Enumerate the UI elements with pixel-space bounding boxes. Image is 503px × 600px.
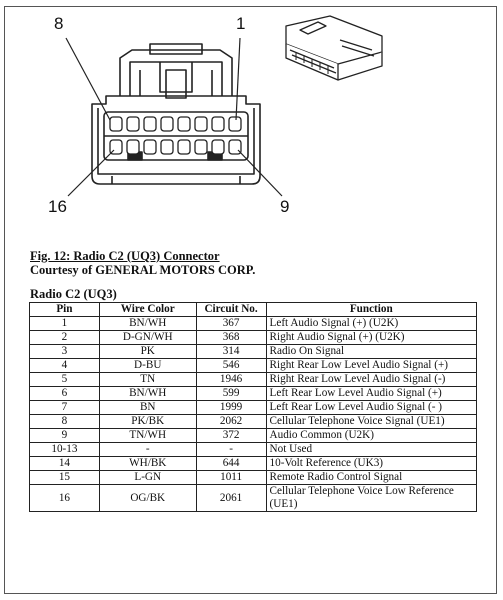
- cell-wire-color: PK/BK: [99, 415, 196, 429]
- table-row: [30, 485, 477, 512]
- cell-pin: 8: [30, 415, 100, 429]
- header-function: Function: [266, 303, 476, 317]
- cell-circuit-no: 2062: [196, 415, 266, 429]
- cell-wire-color: L-GN: [99, 471, 196, 485]
- table-row: [30, 387, 477, 401]
- cell-function: Left Rear Low Level Audio Signal (- ): [266, 401, 476, 415]
- cell-wire-color: D-GN/WH: [99, 331, 196, 345]
- cell-wire-color: BN/WH: [99, 317, 196, 331]
- cell-function: Not Used: [266, 443, 476, 457]
- table-row: [30, 471, 477, 485]
- cell-function: Audio Common (U2K): [266, 429, 476, 443]
- cell-wire-color: TN: [99, 373, 196, 387]
- cell-circuit-no: 314: [196, 345, 266, 359]
- header-pin: Pin: [30, 303, 100, 317]
- cell-wire-color: BN/WH: [99, 387, 196, 401]
- figure-courtesy: Courtesy of GENERAL MOTORS CORP.: [30, 263, 256, 277]
- cell-circuit-no: 367: [196, 317, 266, 331]
- table-row: [30, 317, 477, 331]
- cell-function: Left Audio Signal (+) (U2K): [266, 317, 476, 331]
- table-row: [30, 443, 477, 457]
- cell-function: Right Rear Low Level Audio Signal (+): [266, 359, 476, 373]
- table-row: [30, 457, 477, 471]
- cell-pin: 9: [30, 429, 100, 443]
- cell-function: Cellular Telephone Voice Signal (UE1): [266, 415, 476, 429]
- cell-function: 10-Volt Reference (UK3): [266, 457, 476, 471]
- cell-pin: 14: [30, 457, 100, 471]
- table-row: [30, 429, 477, 443]
- cell-pin: 6: [30, 387, 100, 401]
- cell-pin: 10-13: [30, 443, 100, 457]
- pin-label-9: 9: [280, 197, 290, 216]
- table-row: [30, 359, 477, 373]
- cell-pin: 15: [30, 471, 100, 485]
- cell-pin: 1: [30, 317, 100, 331]
- table-row: [30, 373, 477, 387]
- pin-label-8: 8: [54, 14, 64, 33]
- cell-function: Right Rear Low Level Audio Signal (-): [266, 373, 476, 387]
- cell-function: Left Rear Low Level Audio Signal (+): [266, 387, 476, 401]
- cell-pin: 2: [30, 331, 100, 345]
- cell-wire-color: WH/BK: [99, 457, 196, 471]
- cell-wire-color: TN/WH: [99, 429, 196, 443]
- cell-circuit-no: 599: [196, 387, 266, 401]
- cell-function: Radio On Signal: [266, 345, 476, 359]
- wiring-table: [29, 302, 477, 512]
- cell-pin: 7: [30, 401, 100, 415]
- pin-label-16: 16: [48, 197, 67, 216]
- table-row: [30, 345, 477, 359]
- table-row: [30, 401, 477, 415]
- cell-pin: 3: [30, 345, 100, 359]
- cell-circuit-no: 1946: [196, 373, 266, 387]
- cell-wire-color: -: [99, 443, 196, 457]
- cell-circuit-no: -: [196, 443, 266, 457]
- cell-wire-color: OG/BK: [99, 485, 196, 512]
- cell-circuit-no: 644: [196, 457, 266, 471]
- cell-wire-color: D-BU: [99, 359, 196, 373]
- cell-function: Cellular Telephone Voice Low Reference (UE1): [266, 485, 476, 512]
- cell-wire-color: PK: [99, 345, 196, 359]
- header-wire-color: Wire Color: [99, 303, 196, 317]
- cell-pin: 4: [30, 359, 100, 373]
- figure-caption: [30, 249, 255, 277]
- cell-circuit-no: 1011: [196, 471, 266, 485]
- table-header-row: [30, 303, 477, 317]
- table-title: Radio C2 (UQ3): [30, 287, 117, 301]
- header-circuit-no: Circuit No.: [196, 303, 266, 317]
- cell-pin: 5: [30, 373, 100, 387]
- figure-title: Fig. 12: Radio C2 (UQ3) Connector: [30, 249, 220, 263]
- cell-pin: 16: [30, 485, 100, 512]
- table-row: [30, 331, 477, 345]
- cell-circuit-no: 1999: [196, 401, 266, 415]
- connector-diagram: [0, 0, 503, 240]
- cell-circuit-no: 2061: [196, 485, 266, 512]
- cell-circuit-no: 546: [196, 359, 266, 373]
- pin-label-1: 1: [236, 14, 246, 33]
- table-row: [30, 415, 477, 429]
- cell-circuit-no: 368: [196, 331, 266, 345]
- cell-function: Remote Radio Control Signal: [266, 471, 476, 485]
- cell-circuit-no: 372: [196, 429, 266, 443]
- cell-function: Right Audio Signal (+) (U2K): [266, 331, 476, 345]
- cell-wire-color: BN: [99, 401, 196, 415]
